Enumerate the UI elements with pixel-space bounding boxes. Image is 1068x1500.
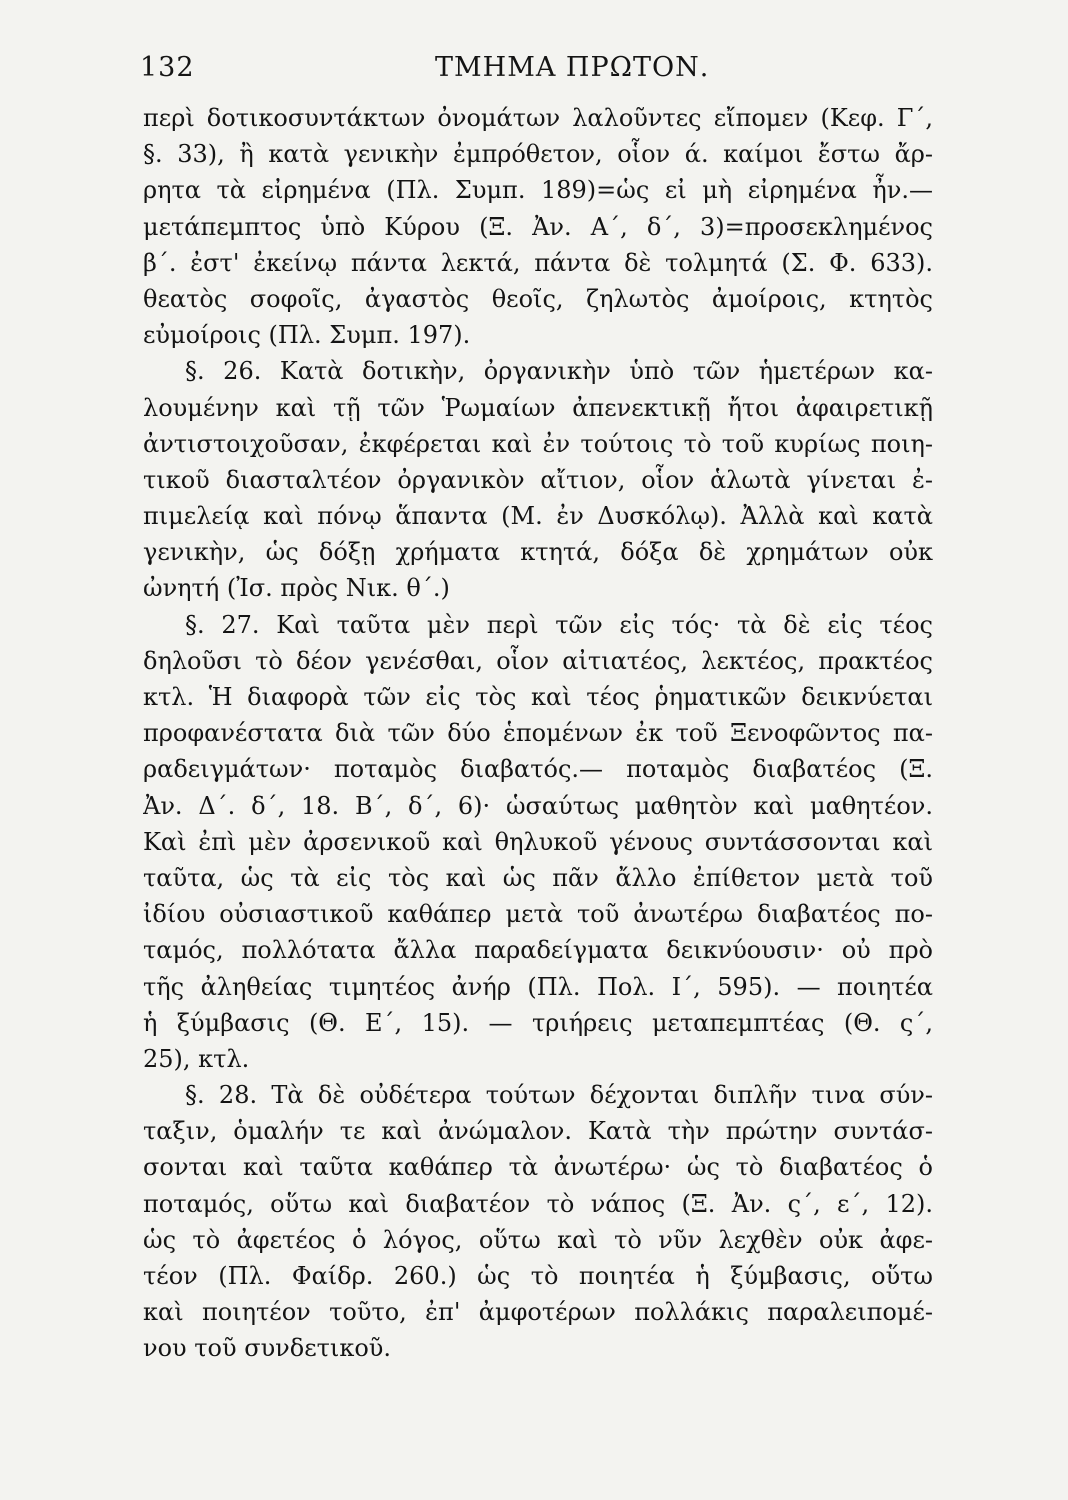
text-line: β΄. ἐστ' ἐκείνῳ πάντα λεκτά, πάντα δὲ τολμητά (Σ. Φ. 633). [143, 248, 933, 277]
text-line: εὐμοίροις (Πλ. Συμπ. 197). [143, 321, 471, 350]
text-line: §. 26. Κατὰ δοτικὴν, ὀργανικὴν ὑπὸ τῶν ἡμετέρων κα- [185, 357, 933, 386]
text-line: ποταμός, οὕτω καὶ διαβατέον τὸ νάπος (Ξ. Ἀν. ς΄, ε΄, 12). [143, 1189, 933, 1218]
text-line: Καὶ ἐπὶ μὲν ἀρσενικοῦ καὶ θηλυκοῦ γένους συντάσσονται καὶ [143, 827, 933, 856]
text-line: τικοῦ διασταλτέον ὀργανικὸν αἴτιον, οἷον ἁλωτὰ γίνεται ἐ- [143, 465, 933, 494]
text-line: γενικὴν, ὡς δόξῃ χρήματα κτητά, δόξα δὲ χρημάτων οὐκ [143, 538, 933, 567]
text-line: νου τοῦ συνδετικοῦ. [143, 1334, 392, 1363]
text-line: καὶ ποιητέον τοῦτο, ἐπ' ἀμφοτέρων πολλάκις παραλειπομέ- [143, 1298, 933, 1327]
text-line: περὶ δοτικοσυντάκτων ὀνομάτων λαλοῦντες εἴπομεν (Κεφ. Γ΄, [143, 104, 933, 132]
text-line: σονται καὶ ταῦτα καθάπερ τὰ ἀνωτέρω· ὡς τὸ διαβατέος ὁ [143, 1153, 933, 1182]
text-line: ἀντιστοιχοῦσαν, ἐκφέρεται καὶ ἐν τούτοις τὸ τοῦ κυρίως ποιη- [143, 429, 933, 458]
text-line: §. 28. Τὰ δὲ οὐδέτερα τούτων δέχονται διπλῆν τινα σύν- [185, 1081, 933, 1110]
text-line: §. 33), ἢ κατὰ γενικὴν ἐμπρόθετον, οἷον ά. καίμοι ἔστω ἄρ- [143, 140, 933, 169]
running-title: ΤΜΗΜΑ ΠΡΩΤΟΝ. [435, 52, 710, 83]
text-line: λουμένην καὶ τῇ τῶν Ῥωμαίων ἀπενεκτικῇ ἤτοι ἀφαιρετικῇ [143, 393, 933, 422]
text-line: πιμελείᾳ καὶ πόνῳ ἅπαντα (Μ. ἐν Δυσκόλῳ). Ἀλλὰ καὶ κατὰ [143, 502, 933, 531]
text-line: θεατὸς σοφοῖς, ἀγαστὸς θεοῖς, ζηλωτὸς ἀμοίροις, κτητὸς [143, 284, 933, 313]
text-line: ὠνητή (Ἰσ. πρὸς Νικ. θ΄.) [143, 574, 450, 603]
text-line: ταμός, πολλότατα ἄλλα παραδείγματα δεικνύουσιν· οὐ πρὸ [143, 936, 933, 965]
page-header [140, 52, 930, 92]
text-line: ρητα τὰ εἰρημένα (Πλ. Συμπ. 189)=ὡς εἰ μὴ εἰρημένα ἦν.— [143, 176, 933, 205]
text-line: ταῦτα, ὡς τὰ εἰς τὸς καὶ ὡς πᾶν ἄλλο ἐπίθετον μετὰ τοῦ [143, 863, 933, 892]
text-line: Ἀν. Δ΄. δ΄, 18. Β΄, δ΄, 6)· ὡσαύτως μαθητὸν καὶ μαθητέον. [143, 791, 933, 820]
page-number: 132 [140, 52, 195, 83]
text-line: ταξιν, ὁμαλήν τε καὶ ἀνώμαλον. Κατὰ τὴν πρώτην συντάσ- [143, 1117, 933, 1146]
text-line: 25), κτλ. [143, 1044, 250, 1073]
text-line: δηλοῦσι τὸ δέον γενέσθαι, οἷον αἰτιατέος, λεκτέος, πρακτέος [143, 646, 933, 675]
text-line: ὡς τὸ ἀφετέος ὁ λόγος, οὕτω καὶ τὸ νῦν λεχθὲν οὐκ ἀφε- [143, 1225, 933, 1254]
text-line: §. 27. Καὶ ταῦτα μὲν περὶ τῶν εἰς τός· τὰ δὲ εἰς τέος [185, 610, 933, 639]
text-line: τέον (Πλ. Φαίδρ. 260.) ὡς τὸ ποιητέα ἡ ξύμβασις, οὕτω [143, 1262, 933, 1290]
text-line: ἡ ξύμβασις (Θ. Ε΄, 15). — τριήρεις μεταπεμπτέας (Θ. ς΄, [143, 1008, 933, 1037]
text-line: μετάπεμπτος ὑπὸ Κύρου (Ξ. Ἀν. Α΄, δ΄, 3)=προσεκλημένος [143, 212, 933, 241]
text-line: τῆς ἀληθείας τιμητέος ἀνήρ (Πλ. Πολ. Ι΄, 595). — ποιητέα [143, 972, 933, 1001]
text-line: κτλ. Ἡ διαφορὰ τῶν εἰς τὸς καὶ τέος ῥηματικῶν δεικνύεται [143, 683, 933, 711]
text-line: προφανέστατα διὰ τῶν δύο ἑπομένων ἐκ τοῦ Ξενοφῶντος πα- [143, 719, 933, 748]
text-line: ἰδίου οὐσιαστικοῦ καθάπερ μετὰ τοῦ ἀνωτέρω διαβατέος πο- [143, 900, 933, 929]
body-text [143, 100, 933, 1367]
text-line: ραδειγμάτων· ποταμὸς διαβατός.— ποταμὸς διαβατέος (Ξ. [143, 755, 933, 784]
